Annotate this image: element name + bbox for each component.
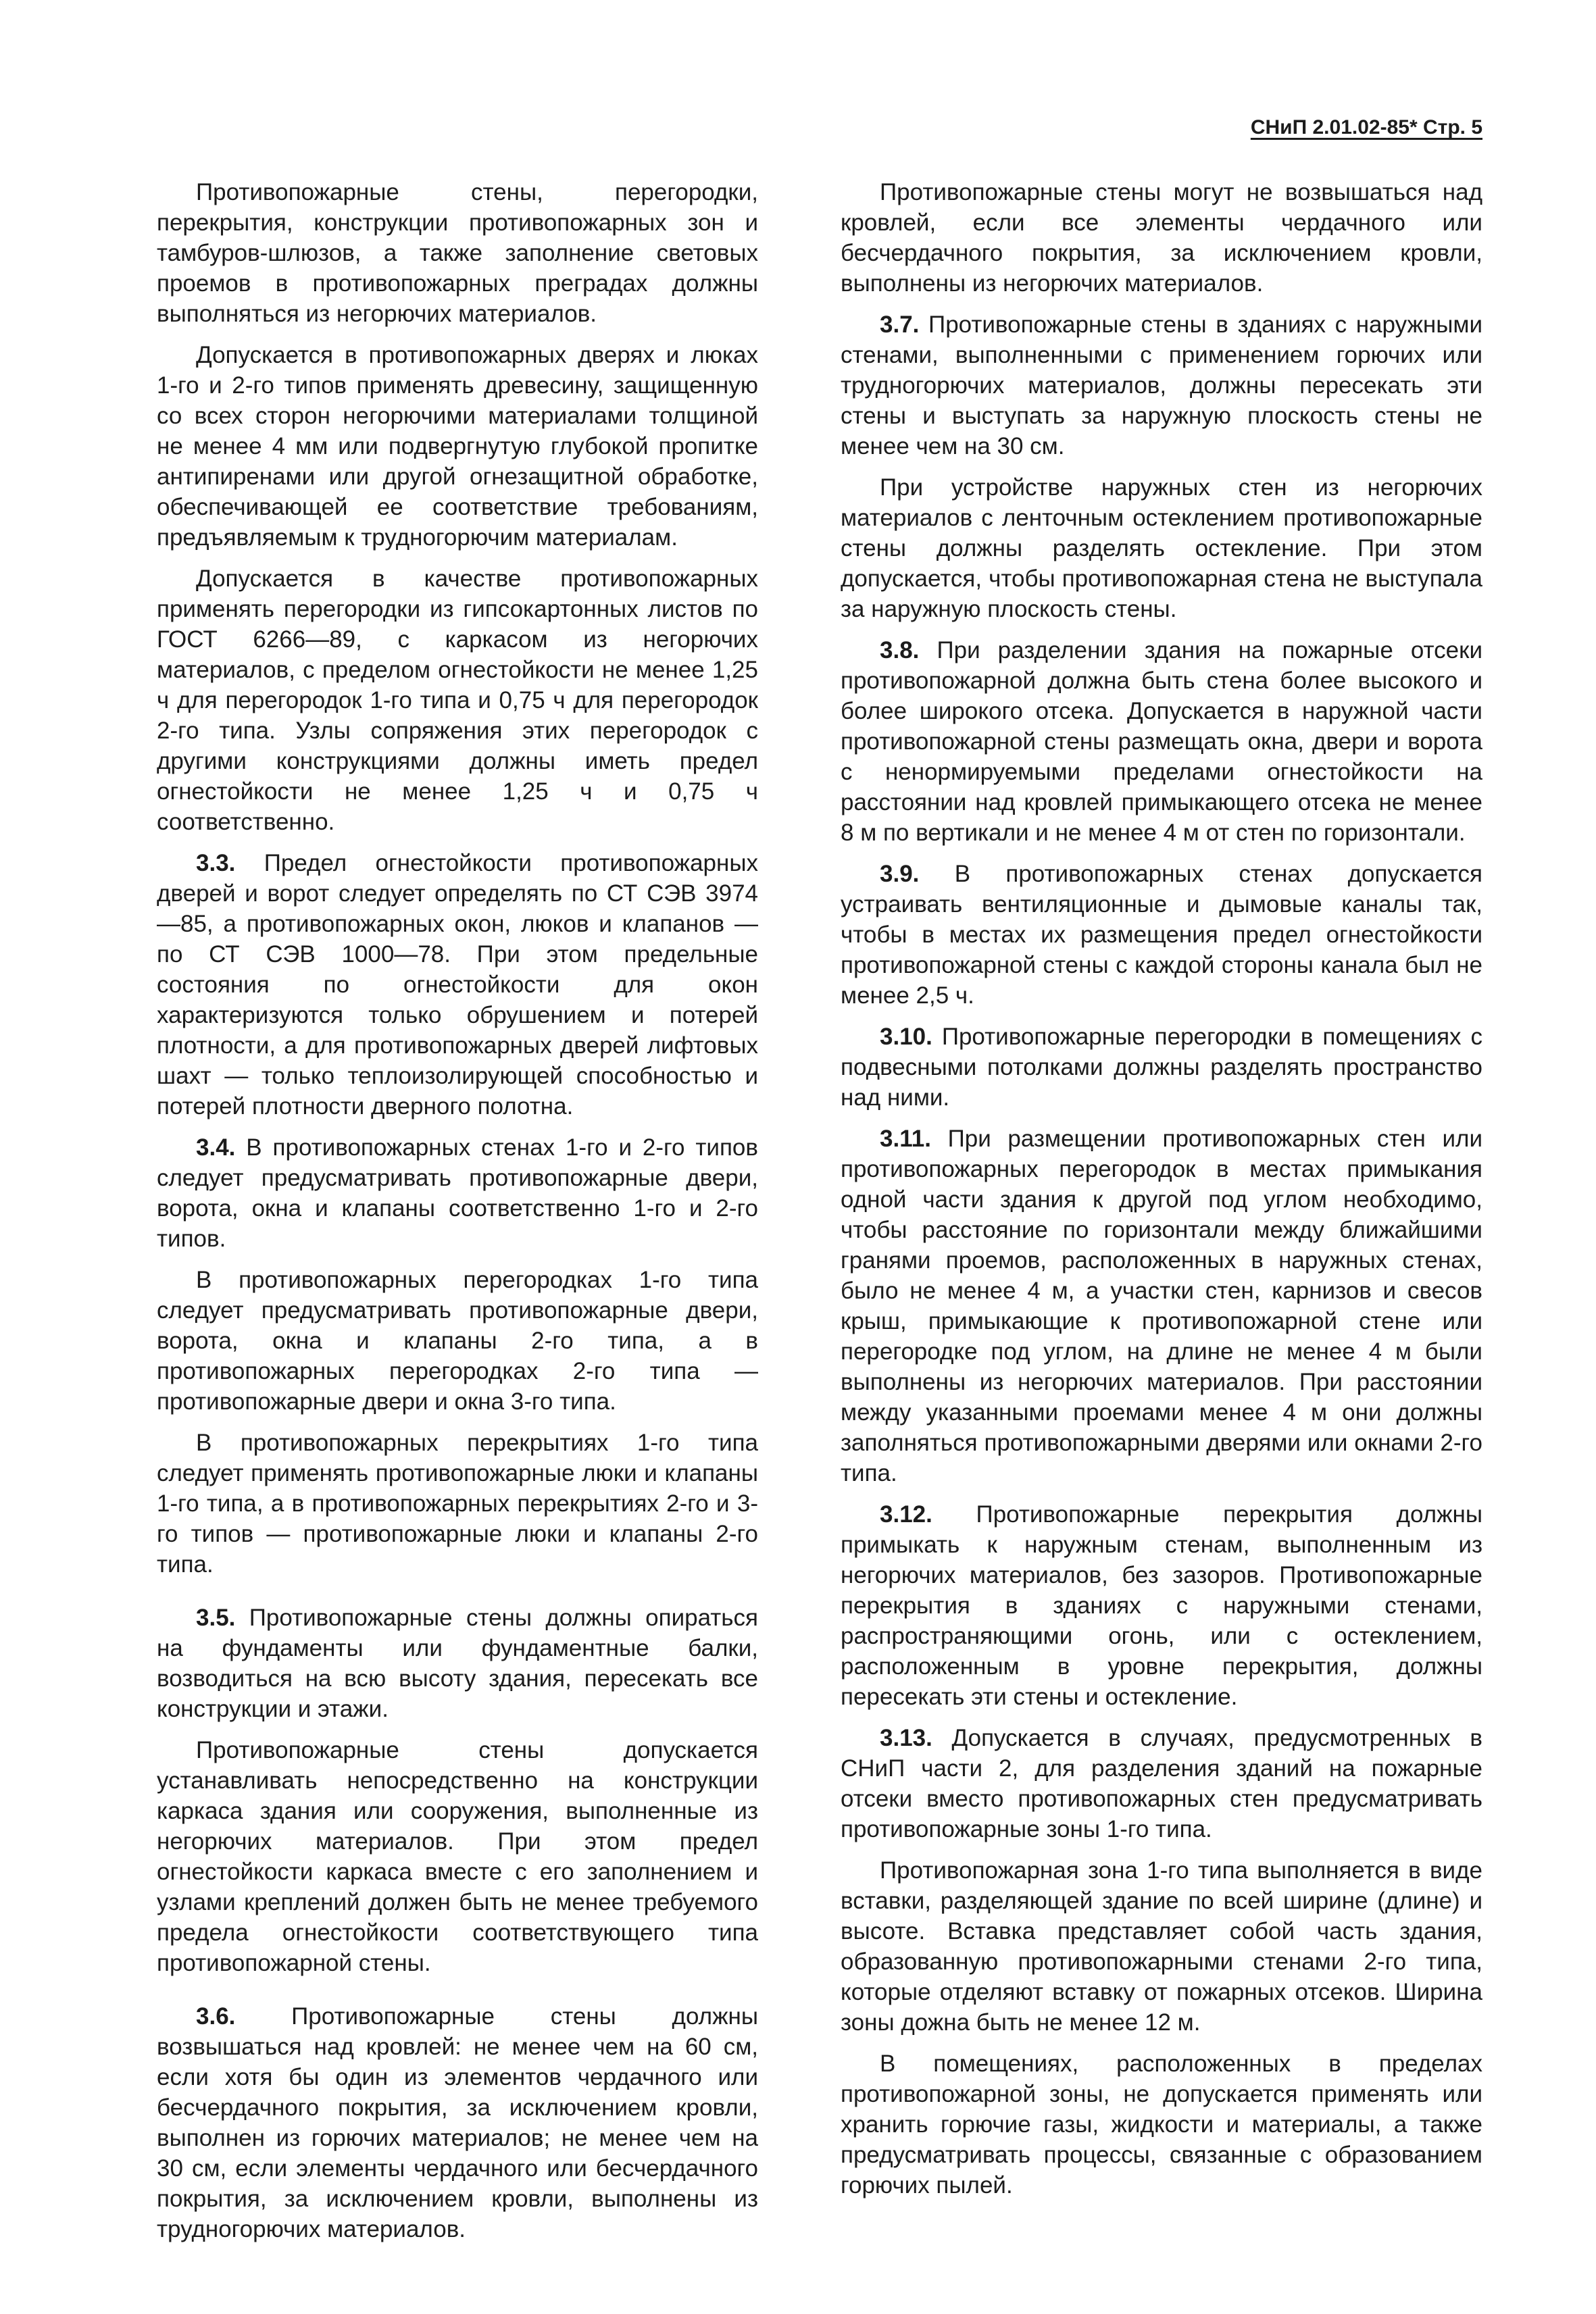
paragraph: Противопожарные стены, перегородки, перекрытия, конструкции противопожарных зон и тамбуров-шлюзов, а также заполнение световых проемов в противопожарных преградах должны выполняться из негорючих материалов. [157, 179, 758, 327]
paragraph: В противопожарных перекрытиях 1-го типа следует применять противопожарные люки и клапаны 1-го типа, а в противопожарных перекрытиях 2-го и 3-го типов — противопожарные люки и клапаны 2-го типа. [157, 1430, 758, 1578]
paragraph: Противопожарные стены допускается устанавливать непосредственно на конструкции каркаса здания или сооружения, выполненные из негорючих материалов. При этом предел огнестойкости каркаса вместе с его заполнением и узлами креплений должен быть не менее требуемого предела огнестойкости соответствующего типа противопожарной стены. [157, 1737, 758, 1976]
paragraph: В противопожарных перегородках 1-го типа следует предусматривать противопожарные двери, ворота, окна и клапаны 2-го типа, а в противопожарных перегородках 2-го типа — противопожарные двери и окна 3-го типа. [157, 1267, 758, 1415]
clause-3-9: 3.9. В противопожарных стенах допускается устраивать вентиляционные и дымовые каналы так, чтобы в местах их размещения предел огнестойкости противопожарной стены с каждой стороны канала был не менее 2,5 ч. [841, 861, 1483, 1009]
clause-3-4: 3.4. В противопожарных стенах 1-го и 2-го типов следует предусматривать противопожарные двери, ворота, окна и клапаны соответственно 1-го и 2-го типов. [157, 1134, 758, 1252]
clause-3-12: 3.12. Противопожарные перекрытия должны примыкать к наружным стенам, выполненным из негорючих материалов, без зазоров. Противопожарные перекрытия в зданиях с наружными стенами, распространяющими огонь, или с остеклением, расположенным в уровне перекрытия, должны пересекать эти стены и остекление. [841, 1501, 1482, 1710]
clause-3-5: 3.5. Противопожарные стены должны опираться на фундаменты или фундаментные балки, возводиться на всю высоту здания, пересекать все конструкции и этажи. [157, 1605, 758, 1722]
clause-3-7: 3.7. Противопожарные стены в зданиях с наружными стенами, выполненными с применением горючих или трудногорючих материалов, должны пересекать эти стены и выступать за наружную плоскость стены не менее чем на 30 см. [841, 311, 1482, 459]
clause-3-11: 3.11. При размещении противопожарных стен или противопожарных перегородок в местах примыкания одной части здания к другой под углом необходимо, чтобы расстояние по горизонтали между ближайшими гранями проемов, расположенных в наружных стенах, было не менее 4 м, а участки стен, карнизов и свесов крыш, примыкающие к противопожарной стене или перегородке под углом, на длине не менее 4 м были выполнены из негорючих материалов. При расстоянии между указанными проемами менее 4 м они должны заполняться противопожарными дверями или окнами 2-го типа. [841, 1126, 1482, 1486]
left-column [157, 177, 758, 2255]
paragraph: Противопожарные стены могут не возвышаться над кровлей, если все элементы чердачного или бесчердачного покрытия, за исключением кровли, выполнены из негорючих материалов. [841, 179, 1482, 297]
clause-3-6: 3.6. Противопожарные стены должны возвышаться над кровлей: не менее чем на 60 см, если хотя бы один из элементов чердачного или бесчердачного покрытия, за исключением кровли, выполнен из горючих материалов; не менее чем на 30 см, если элементы чердачного или бесчердачного покрытия, за исключением кровли, выполнены из трудногорючих материалов. [157, 2003, 758, 2242]
paragraph: При устройстве наружных стен из негорючих материалов с ленточным остеклением противопожарные стены должны разделять остекление. При этом допускается, чтобы противопожарная стена не выступала за наружную плоскость стены. [841, 474, 1482, 622]
clause-3-10: 3.10. Противопожарные перегородки в помещениях с подвесными потолками должны разделять пространство над ними. [841, 1024, 1482, 1111]
paragraph: Противопожарная зона 1-го типа выполняется в виде вставки, разделяющей здание по всей ширине (длине) и высоте. Вставка представляет собой часть здания, образованную противопожарными стенами 2-го типа, которые отделяют вставку от пожарных отсеков. Ширина зоны дожна быть не менее 12 м. [841, 1857, 1482, 2036]
paragraph: Допускается в противопожарных дверях и люках 1-го и 2-го типов применять древесину, защищенную со всех сторон негорючими материалами толщиной не менее 4 мм или подвергнутую глубокой пропитке антипиренами или другой огнезащитной обработке, обеспечивающей ее соответствие требованиям, предъявляемым к трудногорючим материалам. [157, 342, 758, 551]
paragraph: Допускается в качестве противопожарных применять перегородки из гипсокартонных листов по ГОСТ 6266—89, с каркасом из негорючих материалов, с пределом огнестойкости не менее 1,25 ч для перегородок 1-го типа и 0,75 ч для перегородок 2-го типа. Узлы сопряжения этих перегородок с другими конструкциями должны иметь предел огнестойкости не менее 1,25 ч и 0,75 ч соответственно. [157, 565, 758, 835]
clause-3-8: 3.8. При разделении здания на пожарные отсеки противопожарной должна быть стена более высокого и более широкого отсека. Допускается в наружной части противопожарной стены размещать окна, двери и ворота с ненормируемыми пределами огнестойкости на расстоянии над кровлей примыкающего отсека не менее 8 м по вертикали и не менее 4 м от стен по горизонтали. [841, 637, 1482, 846]
clause-3-3: 3.3. Предел огнестойкости противопожарных дверей и ворот следует определять по СТ СЭВ 3974—85, а противопожарных окон, люков и клапанов — по СТ СЭВ 1000—78. При этом предельные состояния по огнестойкости для окон характеризуются только обрушением и потерей плотности, а для противопожарных дверей лифтовых шахт — только теплоизолирующей способностью и потерей плотности дверного полотна. [157, 850, 759, 1120]
clause-3-13: 3.13. Допускается в случаях, предусмотренных в СНиП части 2, для разделения зданий на пожарные отсеки вместо противопожарных стен предусматривать противопожарные зоны 1-го типа. [841, 1725, 1482, 1842]
right-column [841, 177, 1482, 2211]
running-head: СНиП 2.01.02-85* Стр. 5 [1250, 116, 1482, 139]
paragraph: В помещениях, расположенных в пределах противопожарной зоны, не допускается применять или хранить горючие газы, жидкости и материалы, а также предусматривать процессы, связанные с образованием горючих пылей. [841, 2051, 1482, 2198]
